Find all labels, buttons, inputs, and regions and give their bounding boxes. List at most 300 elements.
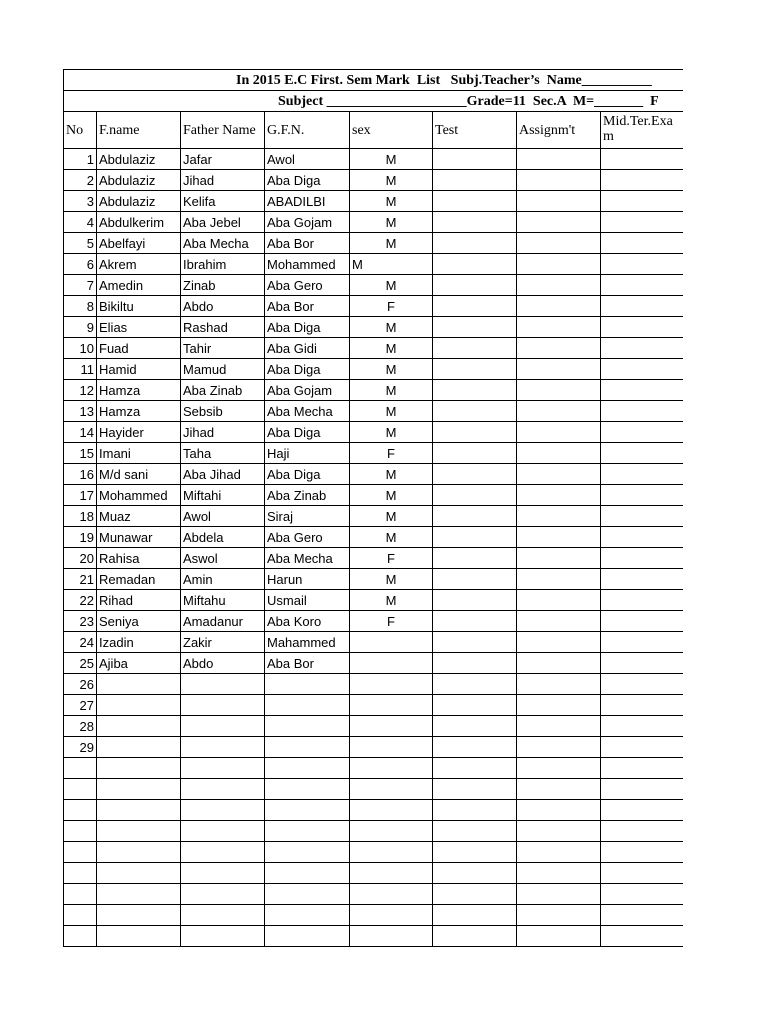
cell-sex[interactable]: M bbox=[350, 317, 433, 338]
cell-father-name[interactable]: Amadanur bbox=[181, 611, 265, 632]
cell-assignment[interactable] bbox=[517, 569, 601, 590]
cell-test[interactable] bbox=[433, 170, 517, 191]
cell-test[interactable] bbox=[433, 821, 517, 842]
cell-test[interactable] bbox=[433, 380, 517, 401]
cell-mid-term[interactable] bbox=[601, 695, 684, 716]
cell-gfn[interactable]: Harun bbox=[265, 569, 350, 590]
cell-gfn[interactable]: Aba Gero bbox=[265, 527, 350, 548]
cell-gfn[interactable]: Siraj bbox=[265, 506, 350, 527]
cell-mid-term[interactable] bbox=[601, 527, 684, 548]
cell-assignment[interactable] bbox=[517, 758, 601, 779]
cell-sex[interactable]: M bbox=[350, 275, 433, 296]
header-fname[interactable]: F.name bbox=[97, 112, 181, 149]
cell-assignment[interactable] bbox=[517, 884, 601, 905]
cell-father-name[interactable]: Mamud bbox=[181, 359, 265, 380]
cell-assignment[interactable] bbox=[517, 275, 601, 296]
cell-fname[interactable] bbox=[97, 737, 181, 758]
cell-mid-term[interactable] bbox=[601, 506, 684, 527]
cell-fname[interactable]: Fuad bbox=[97, 338, 181, 359]
cell-fname[interactable]: Ajiba bbox=[97, 653, 181, 674]
cell-no[interactable]: 5 bbox=[64, 233, 97, 254]
cell-fname[interactable]: Abdulaziz bbox=[97, 149, 181, 170]
cell-no[interactable]: 16 bbox=[64, 464, 97, 485]
cell-test[interactable] bbox=[433, 926, 517, 947]
cell-assignment[interactable] bbox=[517, 443, 601, 464]
cell-no[interactable] bbox=[64, 821, 97, 842]
cell-sex[interactable]: M bbox=[350, 254, 433, 275]
cell-mid-term[interactable] bbox=[601, 632, 684, 653]
cell-assignment[interactable] bbox=[517, 191, 601, 212]
cell-no[interactable]: 26 bbox=[64, 674, 97, 695]
cell-gfn[interactable] bbox=[265, 716, 350, 737]
cell-gfn[interactable] bbox=[265, 779, 350, 800]
cell-assignment[interactable] bbox=[517, 926, 601, 947]
cell-no[interactable]: 11 bbox=[64, 359, 97, 380]
cell-sex[interactable]: M bbox=[350, 191, 433, 212]
cell-fname[interactable]: Abdulkerim bbox=[97, 212, 181, 233]
cell-no[interactable]: 22 bbox=[64, 590, 97, 611]
cell-fname[interactable]: M/d sani bbox=[97, 464, 181, 485]
cell-mid-term[interactable] bbox=[601, 926, 684, 947]
header-father-name[interactable]: Father Name bbox=[181, 112, 265, 149]
cell-no[interactable]: 18 bbox=[64, 506, 97, 527]
cell-sex[interactable]: M bbox=[350, 464, 433, 485]
cell-sex[interactable]: M bbox=[350, 485, 433, 506]
cell-gfn[interactable] bbox=[265, 800, 350, 821]
cell-father-name[interactable] bbox=[181, 779, 265, 800]
cell-assignment[interactable] bbox=[517, 464, 601, 485]
cell-assignment[interactable] bbox=[517, 338, 601, 359]
cell-test[interactable] bbox=[433, 506, 517, 527]
cell-fname[interactable] bbox=[97, 905, 181, 926]
cell-fname[interactable]: Abelfayi bbox=[97, 233, 181, 254]
cell-fname[interactable] bbox=[97, 695, 181, 716]
cell-father-name[interactable]: Tahir bbox=[181, 338, 265, 359]
cell-sex[interactable]: M bbox=[350, 590, 433, 611]
cell-test[interactable] bbox=[433, 800, 517, 821]
cell-fname[interactable] bbox=[97, 863, 181, 884]
cell-mid-term[interactable] bbox=[601, 485, 684, 506]
cell-assignment[interactable] bbox=[517, 485, 601, 506]
cell-assignment[interactable] bbox=[517, 380, 601, 401]
cell-assignment[interactable] bbox=[517, 863, 601, 884]
cell-no[interactable]: 27 bbox=[64, 695, 97, 716]
cell-no[interactable]: 24 bbox=[64, 632, 97, 653]
cell-gfn[interactable]: Aba Bor bbox=[265, 653, 350, 674]
cell-father-name[interactable] bbox=[181, 884, 265, 905]
cell-fname[interactable]: Muaz bbox=[97, 506, 181, 527]
cell-no[interactable] bbox=[64, 842, 97, 863]
cell-gfn[interactable]: Haji bbox=[265, 443, 350, 464]
cell-assignment[interactable] bbox=[517, 359, 601, 380]
cell-mid-term[interactable] bbox=[601, 863, 684, 884]
cell-test[interactable] bbox=[433, 275, 517, 296]
cell-father-name[interactable]: Amin bbox=[181, 569, 265, 590]
cell-mid-term[interactable] bbox=[601, 380, 684, 401]
cell-test[interactable] bbox=[433, 737, 517, 758]
cell-no[interactable]: 12 bbox=[64, 380, 97, 401]
cell-gfn[interactable] bbox=[265, 737, 350, 758]
cell-fname[interactable]: Hamza bbox=[97, 380, 181, 401]
cell-no[interactable]: 29 bbox=[64, 737, 97, 758]
cell-no[interactable] bbox=[64, 779, 97, 800]
cell-test[interactable] bbox=[433, 716, 517, 737]
cell-fname[interactable]: Akrem bbox=[97, 254, 181, 275]
cell-mid-term[interactable] bbox=[601, 905, 684, 926]
cell-no[interactable]: 14 bbox=[64, 422, 97, 443]
cell-father-name[interactable]: Miftahu bbox=[181, 590, 265, 611]
cell-fname[interactable]: Rihad bbox=[97, 590, 181, 611]
cell-fname[interactable]: Hamid bbox=[97, 359, 181, 380]
cell-gfn[interactable]: Mohammed bbox=[265, 254, 350, 275]
cell-fname[interactable]: Hayider bbox=[97, 422, 181, 443]
cell-no[interactable]: 6 bbox=[64, 254, 97, 275]
cell-sex[interactable] bbox=[350, 674, 433, 695]
cell-assignment[interactable] bbox=[517, 401, 601, 422]
cell-fname[interactable]: Abdulaziz bbox=[97, 170, 181, 191]
subject-cell[interactable] bbox=[64, 91, 684, 112]
cell-fname[interactable] bbox=[97, 800, 181, 821]
cell-test[interactable] bbox=[433, 212, 517, 233]
cell-gfn[interactable]: Aba Zinab bbox=[265, 485, 350, 506]
cell-test[interactable] bbox=[433, 527, 517, 548]
cell-mid-term[interactable] bbox=[601, 212, 684, 233]
cell-assignment[interactable] bbox=[517, 149, 601, 170]
cell-no[interactable]: 2 bbox=[64, 170, 97, 191]
cell-test[interactable] bbox=[433, 338, 517, 359]
cell-no[interactable]: 28 bbox=[64, 716, 97, 737]
cell-father-name[interactable]: Jihad bbox=[181, 170, 265, 191]
cell-gfn[interactable]: ABADILBI bbox=[265, 191, 350, 212]
cell-mid-term[interactable] bbox=[601, 338, 684, 359]
cell-test[interactable] bbox=[433, 569, 517, 590]
cell-no[interactable]: 23 bbox=[64, 611, 97, 632]
cell-gfn[interactable] bbox=[265, 821, 350, 842]
cell-sex[interactable] bbox=[350, 632, 433, 653]
cell-assignment[interactable] bbox=[517, 548, 601, 569]
header-sex[interactable]: sex bbox=[350, 112, 433, 149]
cell-test[interactable] bbox=[433, 674, 517, 695]
cell-mid-term[interactable] bbox=[601, 422, 684, 443]
cell-gfn[interactable]: Aba Diga bbox=[265, 317, 350, 338]
cell-father-name[interactable]: Miftahi bbox=[181, 485, 265, 506]
cell-test[interactable] bbox=[433, 884, 517, 905]
cell-sex[interactable]: M bbox=[350, 569, 433, 590]
cell-gfn[interactable]: Aba Diga bbox=[265, 464, 350, 485]
cell-sex[interactable] bbox=[350, 926, 433, 947]
cell-gfn[interactable]: Aba Bor bbox=[265, 296, 350, 317]
cell-mid-term[interactable] bbox=[601, 548, 684, 569]
cell-mid-term[interactable] bbox=[601, 359, 684, 380]
cell-father-name[interactable]: Zinab bbox=[181, 275, 265, 296]
cell-sex[interactable]: M bbox=[350, 212, 433, 233]
cell-father-name[interactable]: Sebsib bbox=[181, 401, 265, 422]
cell-sex[interactable] bbox=[350, 842, 433, 863]
cell-sex[interactable] bbox=[350, 758, 433, 779]
cell-mid-term[interactable] bbox=[601, 800, 684, 821]
cell-test[interactable] bbox=[433, 254, 517, 275]
cell-gfn[interactable]: Mahammed bbox=[265, 632, 350, 653]
cell-test[interactable] bbox=[433, 842, 517, 863]
cell-father-name[interactable] bbox=[181, 800, 265, 821]
cell-no[interactable] bbox=[64, 800, 97, 821]
cell-test[interactable] bbox=[433, 695, 517, 716]
cell-gfn[interactable]: Aba Gero bbox=[265, 275, 350, 296]
header-gfn[interactable]: G.F.N. bbox=[265, 112, 350, 149]
cell-assignment[interactable] bbox=[517, 590, 601, 611]
cell-father-name[interactable] bbox=[181, 737, 265, 758]
cell-test[interactable] bbox=[433, 359, 517, 380]
cell-father-name[interactable]: Abdo bbox=[181, 653, 265, 674]
cell-test[interactable] bbox=[433, 653, 517, 674]
cell-mid-term[interactable] bbox=[601, 737, 684, 758]
cell-assignment[interactable] bbox=[517, 821, 601, 842]
cell-gfn[interactable]: Awol bbox=[265, 149, 350, 170]
cell-sex[interactable]: M bbox=[350, 338, 433, 359]
cell-no[interactable]: 13 bbox=[64, 401, 97, 422]
cell-test[interactable] bbox=[433, 401, 517, 422]
cell-gfn[interactable] bbox=[265, 884, 350, 905]
cell-no[interactable]: 10 bbox=[64, 338, 97, 359]
cell-fname[interactable] bbox=[97, 674, 181, 695]
cell-sex[interactable]: M bbox=[350, 506, 433, 527]
cell-test[interactable] bbox=[433, 233, 517, 254]
cell-sex[interactable]: F bbox=[350, 611, 433, 632]
cell-father-name[interactable]: Kelifa bbox=[181, 191, 265, 212]
cell-gfn[interactable]: Aba Bor bbox=[265, 233, 350, 254]
cell-no[interactable]: 4 bbox=[64, 212, 97, 233]
cell-sex[interactable] bbox=[350, 716, 433, 737]
cell-no[interactable] bbox=[64, 926, 97, 947]
cell-mid-term[interactable] bbox=[601, 569, 684, 590]
cell-no[interactable] bbox=[64, 758, 97, 779]
cell-gfn[interactable]: Aba Diga bbox=[265, 359, 350, 380]
cell-father-name[interactable] bbox=[181, 674, 265, 695]
cell-fname[interactable] bbox=[97, 926, 181, 947]
cell-assignment[interactable] bbox=[517, 611, 601, 632]
cell-mid-term[interactable] bbox=[601, 611, 684, 632]
cell-assignment[interactable] bbox=[517, 779, 601, 800]
cell-assignment[interactable] bbox=[517, 674, 601, 695]
cell-no[interactable]: 9 bbox=[64, 317, 97, 338]
cell-assignment[interactable] bbox=[517, 506, 601, 527]
cell-no[interactable]: 1 bbox=[64, 149, 97, 170]
cell-father-name[interactable]: Rashad bbox=[181, 317, 265, 338]
cell-gfn[interactable]: Aba Gojam bbox=[265, 212, 350, 233]
cell-assignment[interactable] bbox=[517, 653, 601, 674]
cell-mid-term[interactable] bbox=[601, 170, 684, 191]
cell-no[interactable]: 8 bbox=[64, 296, 97, 317]
cell-test[interactable] bbox=[433, 422, 517, 443]
cell-assignment[interactable] bbox=[517, 170, 601, 191]
cell-father-name[interactable] bbox=[181, 821, 265, 842]
cell-no[interactable]: 17 bbox=[64, 485, 97, 506]
cell-fname[interactable]: Bikiltu bbox=[97, 296, 181, 317]
cell-sex[interactable]: F bbox=[350, 443, 433, 464]
cell-assignment[interactable] bbox=[517, 905, 601, 926]
cell-no[interactable]: 15 bbox=[64, 443, 97, 464]
header-test[interactable]: Test bbox=[433, 112, 517, 149]
cell-sex[interactable]: M bbox=[350, 359, 433, 380]
cell-gfn[interactable] bbox=[265, 842, 350, 863]
cell-test[interactable] bbox=[433, 443, 517, 464]
cell-test[interactable] bbox=[433, 632, 517, 653]
header-mid-term[interactable]: Mid.Ter.Exa m bbox=[601, 112, 684, 149]
cell-father-name[interactable]: Awol bbox=[181, 506, 265, 527]
header-assignment[interactable]: Assignm't bbox=[517, 112, 601, 149]
cell-father-name[interactable]: Jafar bbox=[181, 149, 265, 170]
cell-test[interactable] bbox=[433, 611, 517, 632]
cell-gfn[interactable]: Aba Koro bbox=[265, 611, 350, 632]
cell-father-name[interactable]: Taha bbox=[181, 443, 265, 464]
cell-test[interactable] bbox=[433, 317, 517, 338]
cell-father-name[interactable] bbox=[181, 842, 265, 863]
cell-fname[interactable]: Imani bbox=[97, 443, 181, 464]
cell-father-name[interactable]: Aba Zinab bbox=[181, 380, 265, 401]
cell-sex[interactable] bbox=[350, 800, 433, 821]
cell-father-name[interactable] bbox=[181, 926, 265, 947]
cell-assignment[interactable] bbox=[517, 632, 601, 653]
cell-fname[interactable]: Seniya bbox=[97, 611, 181, 632]
cell-assignment[interactable] bbox=[517, 842, 601, 863]
cell-mid-term[interactable] bbox=[601, 191, 684, 212]
cell-mid-term[interactable] bbox=[601, 674, 684, 695]
cell-mid-term[interactable] bbox=[601, 149, 684, 170]
cell-father-name[interactable]: Ibrahim bbox=[181, 254, 265, 275]
cell-test[interactable] bbox=[433, 863, 517, 884]
cell-sex[interactable] bbox=[350, 821, 433, 842]
cell-test[interactable] bbox=[433, 191, 517, 212]
cell-fname[interactable] bbox=[97, 716, 181, 737]
cell-assignment[interactable] bbox=[517, 233, 601, 254]
cell-sex[interactable]: M bbox=[350, 149, 433, 170]
cell-sex[interactable] bbox=[350, 905, 433, 926]
cell-gfn[interactable] bbox=[265, 905, 350, 926]
cell-father-name[interactable] bbox=[181, 758, 265, 779]
cell-fname[interactable] bbox=[97, 884, 181, 905]
cell-assignment[interactable] bbox=[517, 212, 601, 233]
cell-no[interactable] bbox=[64, 863, 97, 884]
cell-mid-term[interactable] bbox=[601, 758, 684, 779]
cell-sex[interactable]: M bbox=[350, 422, 433, 443]
cell-no[interactable]: 3 bbox=[64, 191, 97, 212]
cell-assignment[interactable] bbox=[517, 737, 601, 758]
cell-father-name[interactable]: Jihad bbox=[181, 422, 265, 443]
cell-father-name[interactable]: Aba Jebel bbox=[181, 212, 265, 233]
cell-assignment[interactable] bbox=[517, 296, 601, 317]
cell-father-name[interactable] bbox=[181, 716, 265, 737]
cell-mid-term[interactable] bbox=[601, 590, 684, 611]
cell-sex[interactable] bbox=[350, 863, 433, 884]
cell-father-name[interactable]: Aba Jihad bbox=[181, 464, 265, 485]
cell-sex[interactable]: M bbox=[350, 380, 433, 401]
cell-fname[interactable]: Abdulaziz bbox=[97, 191, 181, 212]
cell-gfn[interactable] bbox=[265, 695, 350, 716]
cell-gfn[interactable] bbox=[265, 758, 350, 779]
cell-father-name[interactable]: Abdo bbox=[181, 296, 265, 317]
cell-fname[interactable]: Remadan bbox=[97, 569, 181, 590]
cell-fname[interactable] bbox=[97, 842, 181, 863]
cell-sex[interactable] bbox=[350, 653, 433, 674]
cell-sex[interactable] bbox=[350, 779, 433, 800]
cell-sex[interactable] bbox=[350, 695, 433, 716]
cell-gfn[interactable]: Usmail bbox=[265, 590, 350, 611]
cell-gfn[interactable] bbox=[265, 926, 350, 947]
cell-test[interactable] bbox=[433, 296, 517, 317]
cell-mid-term[interactable] bbox=[601, 296, 684, 317]
cell-father-name[interactable]: Abdela bbox=[181, 527, 265, 548]
cell-mid-term[interactable] bbox=[601, 317, 684, 338]
cell-mid-term[interactable] bbox=[601, 275, 684, 296]
cell-father-name[interactable]: Aswol bbox=[181, 548, 265, 569]
cell-mid-term[interactable] bbox=[601, 254, 684, 275]
cell-no[interactable] bbox=[64, 905, 97, 926]
cell-mid-term[interactable] bbox=[601, 884, 684, 905]
cell-mid-term[interactable] bbox=[601, 233, 684, 254]
cell-mid-term[interactable] bbox=[601, 716, 684, 737]
cell-gfn[interactable]: Aba Gidi bbox=[265, 338, 350, 359]
cell-sex[interactable]: F bbox=[350, 548, 433, 569]
cell-test[interactable] bbox=[433, 149, 517, 170]
cell-father-name[interactable] bbox=[181, 695, 265, 716]
cell-gfn[interactable]: Aba Mecha bbox=[265, 401, 350, 422]
title-cell[interactable] bbox=[64, 70, 684, 91]
cell-gfn[interactable]: Aba Gojam bbox=[265, 380, 350, 401]
cell-sex[interactable]: M bbox=[350, 233, 433, 254]
cell-father-name[interactable] bbox=[181, 905, 265, 926]
cell-gfn[interactable] bbox=[265, 863, 350, 884]
cell-fname[interactable]: Hamza bbox=[97, 401, 181, 422]
header-no[interactable]: No bbox=[64, 112, 97, 149]
cell-test[interactable] bbox=[433, 548, 517, 569]
cell-fname[interactable] bbox=[97, 821, 181, 842]
cell-mid-term[interactable] bbox=[601, 464, 684, 485]
cell-test[interactable] bbox=[433, 779, 517, 800]
cell-gfn[interactable]: Aba Diga bbox=[265, 422, 350, 443]
cell-sex[interactable]: M bbox=[350, 170, 433, 191]
cell-father-name[interactable]: Zakir bbox=[181, 632, 265, 653]
cell-gfn[interactable]: Aba Mecha bbox=[265, 548, 350, 569]
cell-sex[interactable] bbox=[350, 737, 433, 758]
cell-mid-term[interactable] bbox=[601, 653, 684, 674]
cell-gfn[interactable]: Aba Diga bbox=[265, 170, 350, 191]
cell-no[interactable]: 20 bbox=[64, 548, 97, 569]
cell-test[interactable] bbox=[433, 590, 517, 611]
cell-test[interactable] bbox=[433, 905, 517, 926]
cell-assignment[interactable] bbox=[517, 317, 601, 338]
cell-fname[interactable]: Munawar bbox=[97, 527, 181, 548]
cell-mid-term[interactable] bbox=[601, 401, 684, 422]
cell-sex[interactable]: M bbox=[350, 527, 433, 548]
cell-assignment[interactable] bbox=[517, 716, 601, 737]
cell-no[interactable]: 25 bbox=[64, 653, 97, 674]
cell-mid-term[interactable] bbox=[601, 821, 684, 842]
cell-assignment[interactable] bbox=[517, 254, 601, 275]
cell-mid-term[interactable] bbox=[601, 443, 684, 464]
cell-assignment[interactable] bbox=[517, 422, 601, 443]
cell-assignment[interactable] bbox=[517, 800, 601, 821]
cell-father-name[interactable]: Aba Mecha bbox=[181, 233, 265, 254]
cell-fname[interactable] bbox=[97, 779, 181, 800]
cell-test[interactable] bbox=[433, 464, 517, 485]
cell-mid-term[interactable] bbox=[601, 842, 684, 863]
cell-fname[interactable] bbox=[97, 758, 181, 779]
cell-no[interactable]: 7 bbox=[64, 275, 97, 296]
cell-fname[interactable]: Izadin bbox=[97, 632, 181, 653]
cell-test[interactable] bbox=[433, 485, 517, 506]
cell-no[interactable]: 19 bbox=[64, 527, 97, 548]
cell-sex[interactable] bbox=[350, 884, 433, 905]
